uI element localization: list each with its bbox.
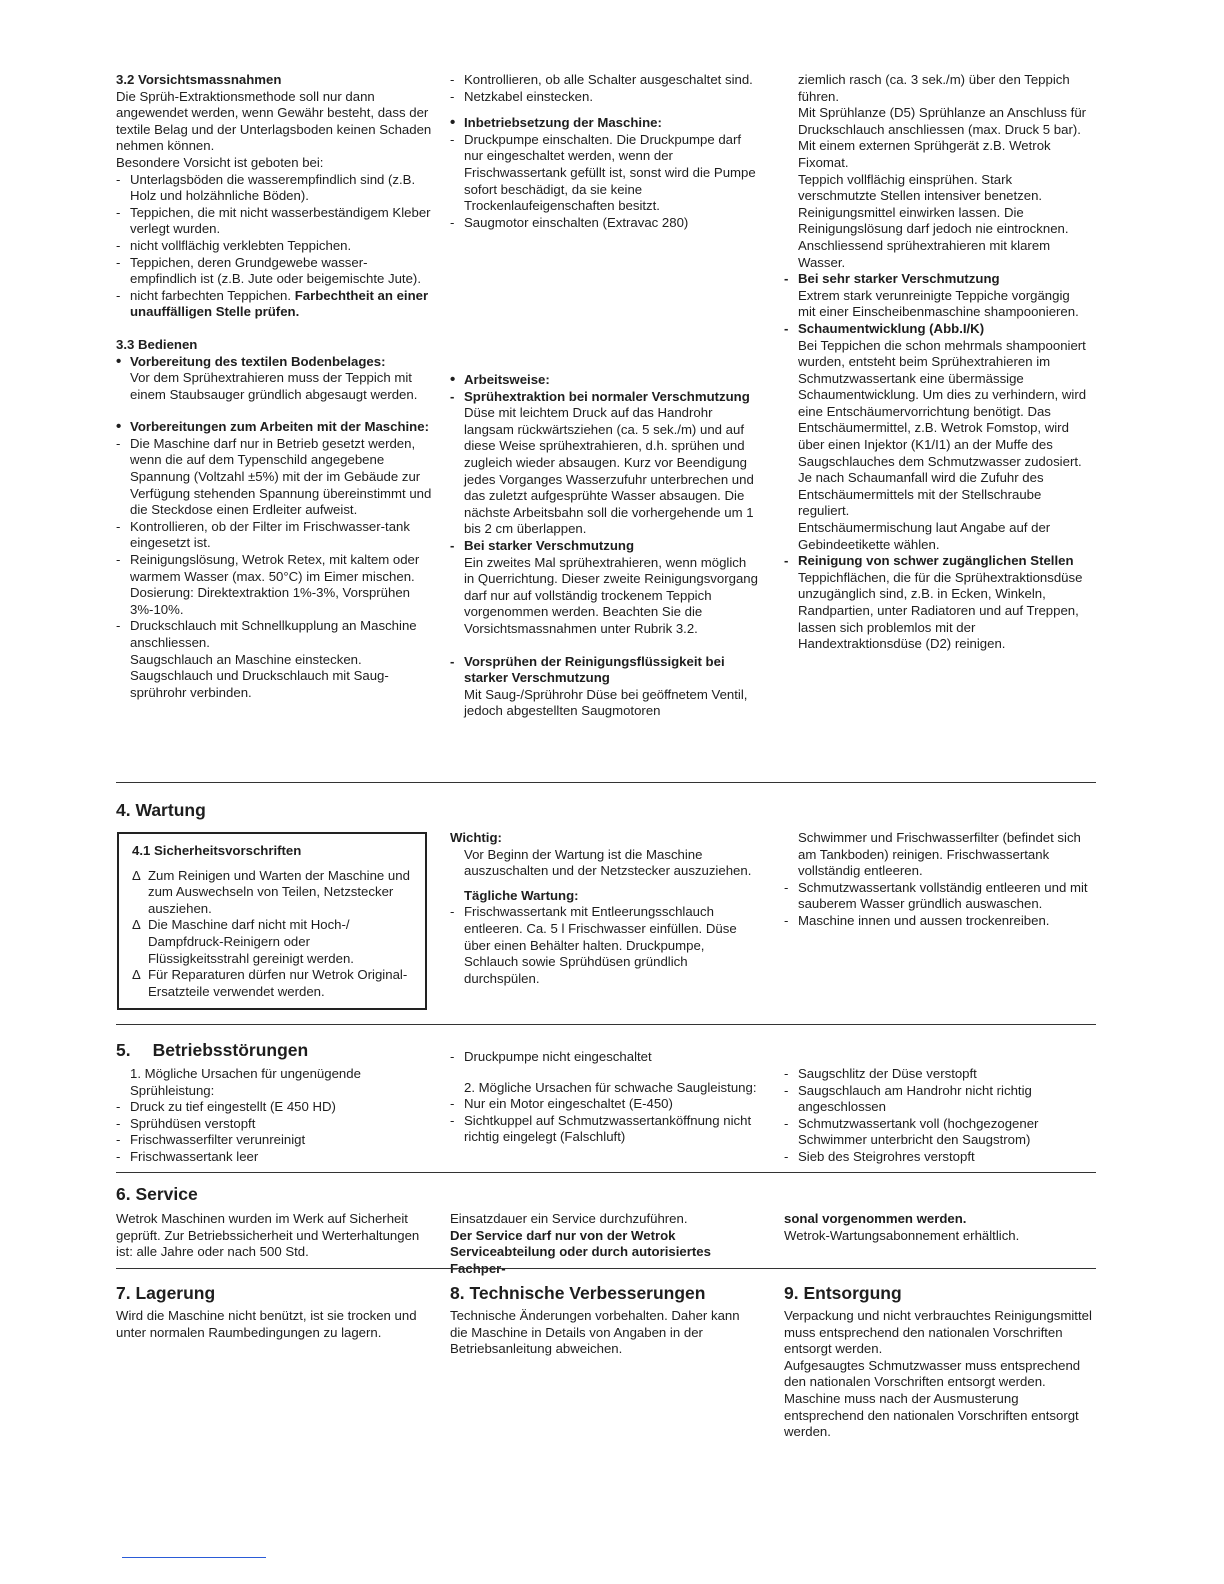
bullet-heading: • Inbetriebsetzung der Maschine: (450, 114, 662, 132)
sub-heading: - Bei starker Verschmutzung (450, 537, 635, 553)
list-item: - nicht farbechten Teppichen. Farbechtheit an einer unauffälligen Stelle prüfen. (116, 287, 429, 320)
paragraph: Ein zweites Mal sprühextrahieren, wenn möglich in Querrichtung. Dieser zweite Reinigungsvorgang darf nur auf vollständig trockenem Teppich vorgenommen werden. Beachten Sie die Vorsichtsmassnahmen unter Rubrik 3.2. (464, 554, 758, 636)
paragraph: Extrem stark verunreinigte Teppiche vorgängig mit einer Einscheibenmaschine shampoonieren. (798, 287, 1079, 320)
list-item: - Nur ein Motor eingeschaltet (E-450) (450, 1096, 673, 1112)
list-item: - Schmutzwassertank voll (hochgezogener Schwimmer unterbricht den Saugstrom) (784, 1115, 1039, 1148)
list-item: - Druckpumpe nicht eingeschaltet (450, 1049, 652, 1064)
list-item: - Unterlagsböden die wasserempfindlich sind (z.B. Holz und holzähnliche Böden). (116, 171, 416, 204)
section-7-text: Wird die Maschine nicht benützt, ist sie trocken und unter normalen Raumbedingungen zu lagern. (116, 1308, 417, 1340)
section-3-2-intro: Die Sprüh-Extraktionsmethode soll nur dann angewendet werden, wenn Gewähr besteht, dass der textile Belag und der Unterlagsboden keinen Schaden nehmen können. (116, 88, 432, 154)
bullet-heading: • Vorbereitung des textilen Bodenbelages: (116, 352, 386, 370)
section-3-2 (116, 72, 434, 701)
footer-link-line (122, 1557, 266, 1558)
section-8-title: 8. Technische Verbesserungen (450, 1283, 706, 1303)
section-9-title: 9. Entsorgung (784, 1283, 902, 1303)
paragraph: Entschäumermischung laut Angabe auf der Gebindeetikette wählen. (798, 520, 1051, 552)
section-5-title: 5. Betriebsstörungen (116, 1040, 309, 1060)
paragraph: ziemlich rasch (ca. 3 sek./m) über den Teppich führen. (798, 72, 1070, 104)
paragraph-bold: sonal vorgenommen werden. (784, 1211, 967, 1226)
list-item: Δ Für Reparaturen dürfen nur Wetrok Original-Ersatzteile verwendet werden. (132, 967, 408, 999)
column-2-top (450, 72, 760, 231)
paragraph: Saugschlauch und Druckschlauch mit Saug-sprührohr verbinden. (130, 668, 389, 700)
divider (116, 782, 1096, 783)
list-item: - Netzkabel einstecken. (450, 88, 594, 104)
list-item: - Kontrollieren, ob alle Schalter ausgeschaltet sind. (450, 72, 753, 87)
list-item: - Sieb des Steigrohres verstopft (784, 1148, 975, 1164)
sub-heading: - Vorsprühen der Reinigungsflüssigkeit bei starker Verschmutzung (450, 653, 725, 686)
sub-heading: - Schaumentwicklung (Abb.I/K) (784, 320, 985, 336)
section-3-2-title: 3.2 Vorsichtsmassnahmen (116, 72, 282, 87)
paragraph: Wetrok-Wartungsabonnement erhältlich. (784, 1227, 1020, 1243)
question: 2. Mögliche Ursachen für schwache Saugleistung: (464, 1079, 757, 1095)
paragraph: Saugschlauch an Maschine einstecken. (130, 651, 362, 667)
paragraph: Düse mit leichtem Druck auf das Handrohr langsam rückwärtsziehen (ca. 5 sek./m) und auf diese Weise sprühextrahieren, d.h. sprühen und zugleich wieder absaugen. Kurz vor Beendigung jedes Vorganges Wasserzufuhr unterbrechen und das zuletzt aufgesprühte Wasser absaugen. Die nächste Arbeitsbahn soll die vorhergehende um 1 bis 2 cm überlappen. (464, 405, 754, 537)
list-item: - Saugschlitz der Düse verstopft (784, 1066, 977, 1081)
paragraph: Mit Saug-/Sprührohr Düse bei geöffnetem Ventil, jedoch abgestellten Saugmotoren (464, 686, 748, 719)
safety-box-content (132, 843, 414, 1000)
paragraph: Teppichflächen, die für die Sprühextraktionsdüse unzugänglich sind, z.B. in Ecken, Winkeln, Randpartien, unter Radiatoren und auf Treppen, lassen sich problemlos mit der Handextraktionsdüse (D2) reinigen. (798, 569, 1083, 652)
list-item: - Druckpumpe einschalten. Die Druckpumpe darf nur eingeschaltet werden, wenn der Frischwassertank gefüllt ist, sonst wird die Pumpe sofort beschädigt, da sie keine Trockenlaufeigenschaften besitzt. (450, 131, 756, 214)
bullet-heading: • Arbeitsweise: (450, 371, 550, 388)
section-6-col3 (784, 1211, 1090, 1244)
list-item: - Druckschlauch mit Schnellkupplung an Maschine anschliessen. (116, 618, 417, 650)
column-2-method (450, 372, 760, 720)
list-item: - Saugmotor einschalten (Extravac 280) (450, 214, 689, 230)
column-3-top (784, 72, 1090, 653)
list-item: - Teppichen, die mit nicht wasserbeständigem Kleber verlegt wurden. (116, 204, 431, 237)
section-4-col2 (450, 830, 760, 987)
list-item: - Saugschlauch am Handrohr nicht richtig angeschlossen (784, 1082, 1032, 1115)
list-item: - Die Maschine darf nur in Betrieb gesetzt werden, wenn die auf dem Typenschild angegebene Spannung (Voltzahl ±5%) mit der im Gebäude zur Verfügung stehenden Spannung übereinstimmt und die Steckdose einen Erdleiter aufweist. (116, 435, 432, 518)
list-item: Δ Zum Reinigen und Warten der Maschine und zum Auswechseln von Teilen, Netzstecker ausziehen. (132, 867, 410, 916)
paragraph: Schwimmer und Frischwasserfilter (befindet sich am Tankboden) reinigen. Frischwassertank vollständig entleeren. (798, 830, 1081, 879)
section-9-text (784, 1308, 1094, 1441)
paragraph-bold: Der Service darf nur von der Wetrok Serviceabteilung oder durch autorisiertes Fachper- (450, 1227, 711, 1276)
paragraph: Mit einem externen Sprühgerät z.B. Wetrok Fixomat. (798, 138, 1051, 170)
bullet-heading: • Vorbereitungen zum Arbeiten mit der Maschine: (116, 418, 429, 436)
list-item: - Maschine innen und aussen trockenreiben. (784, 912, 1050, 928)
warning-icon: Δ (132, 967, 141, 983)
section-5-col1 (116, 1066, 434, 1166)
sub-heading: - Bei sehr starker Verschmutzung (784, 271, 1000, 287)
paragraph: Vor dem Sprühextrahieren muss der Teppich mit einem Staubsauger gründlich abgesaugt werden. (130, 370, 418, 402)
paragraph: Bei Teppichen die schon mehrmals shampooniert wurden, entsteht beim Sprühextrahieren im Schmutzwassertank eine übermässige Schaumentwicklung. Um dies zu verhindern, wird eine Entschäumervorrichtung benötigt. Das Entschäumermittel, z.B. Wetrok Fomstop, wird über einen Injektor (K1/I1) an der Muffe des Saugschlauches dem Schmutzwasser zudosiert. Je nach Schaumanfall wird die Zufuhr des Entschäumermittels mit der Stellschraube reguliert. (798, 337, 1087, 519)
list-item: Δ Die Maschine darf nicht mit Hoch-/ Dampfdruck-Reinigern oder Flüssigkeitsstrahl gereinigt werden. (132, 917, 354, 966)
list-item: - Kontrollieren, ob der Filter im Frischwasser-tank eingesetzt ist. (116, 518, 410, 551)
divider (116, 1024, 1096, 1025)
list-item: - Sichtkuppel auf Schmutzwassertanköffnung nicht richtig eingelegt (Falschluft) (450, 1112, 752, 1145)
section-3-3-title: 3.3 Bedienen (116, 336, 198, 352)
paragraph: Maschine muss nach der Ausmusterung entsprechend den nationalen Vorschriften entsorgt werden. (784, 1390, 1079, 1440)
paragraph: Aufgesaugtes Schmutzwasser muss entsprechend den nationalen Vorschriften entsorgt werden. (784, 1357, 1081, 1390)
section-5-col2 (450, 1049, 760, 1146)
list-item: - Schmutzwassertank vollständig entleeren und mit sauberem Wasser gründlich auswaschen. (784, 879, 1088, 912)
list-item: - Reinigungslösung, Wetrok Retex, mit kaltem oder warmem Wasser (max. 50°C) im Eimer mischen. Dosierung: Direktextraktion 1%-3%, Vorsprühen 3%-10%. (116, 552, 420, 617)
list-item: - nicht vollflächig verklebten Teppichen. (116, 237, 352, 253)
paragraph: Mit Sprühlanze (D5) Sprühlanze an Anschluss für Druckschlauch anschliessen (max. Druck 5 bar). (798, 105, 1087, 137)
warning-icon: Δ (132, 867, 141, 883)
paragraph: Einsatzdauer ein Service durchzuführen. (450, 1211, 688, 1226)
sub-heading: - Reinigung von schwer zugänglichen Stellen (784, 553, 1074, 569)
important-label: Wichtig: (450, 830, 502, 845)
divider (116, 1172, 1096, 1173)
divider (116, 1268, 1096, 1269)
paragraph: Verpackung und nicht verbrauchtes Reinigungsmittel muss entsprechend den nationalen Vorschriften entsorgt werden. (784, 1308, 1092, 1357)
sub-heading: - Sprühextraktion bei normaler Verschmutzung (450, 388, 750, 404)
section-6-text1: Wetrok Maschinen wurden im Werk auf Sicherheit geprüft. Zur Betriebssicherheit und Werterhaltungen ist: alle Jahre oder nach 500 Std. (116, 1211, 420, 1260)
section-7-title: 7. Lagerung (116, 1283, 216, 1303)
section-4-col3 (784, 830, 1090, 930)
safety-title: 4.1 Sicherheitsvorschriften (132, 843, 302, 858)
section-5-col3 (784, 1066, 1090, 1166)
warning-icon: Δ (132, 917, 141, 933)
list-item: - Sprühdüsen verstopft (116, 1115, 256, 1131)
question: 1. Mögliche Ursachen für ungenügende Sprühleistung: (130, 1066, 361, 1098)
list-item: - Druck zu tief eingestellt (E 450 HD) (116, 1099, 336, 1115)
section-6-title: 6. Service (116, 1184, 198, 1204)
list-item: - Frischwassertank leer (116, 1148, 259, 1164)
list-item: - Frischwassertank mit Entleerungsschlauch entleeren. Ca. 5 l Frischwasser einfüllen. Düse über einen Behälter halten. Druckpumpe, Schlauch sowie Sprühdüsen gründlich durchspülen. (450, 904, 737, 986)
daily-heading: Tägliche Wartung: (464, 887, 579, 903)
paragraph: Vor Beginn der Wartung ist die Maschine auszuschalten und der Netzstecker auszuziehen. (464, 846, 752, 879)
section-3-2-caution: Besondere Vorsicht ist geboten bei: (116, 154, 324, 170)
list-item: - Frischwasserfilter verunreinigt (116, 1132, 306, 1148)
paragraph: Teppich vollflächig einsprühen. Stark verschmutzte Stellen intensiver benetzen. Reinigungsmittel einwirken lassen. Die Reinigungslösung darf jedoch nie eintrocknen. Anschliessend sprühextrahieren mit klarem Wasser. (798, 171, 1069, 270)
section-4-title: 4. Wartung (116, 800, 206, 820)
list-item: - Teppichen, deren Grundgewebe wasser-empfindlich ist (z.B. Jute oder beigemischte Jute). (116, 254, 421, 287)
section-8-text: Technische Änderungen vorbehalten. Daher kann die Maschine in Details von Angaben in der Betriebsanleitung abweichen. (450, 1308, 740, 1357)
